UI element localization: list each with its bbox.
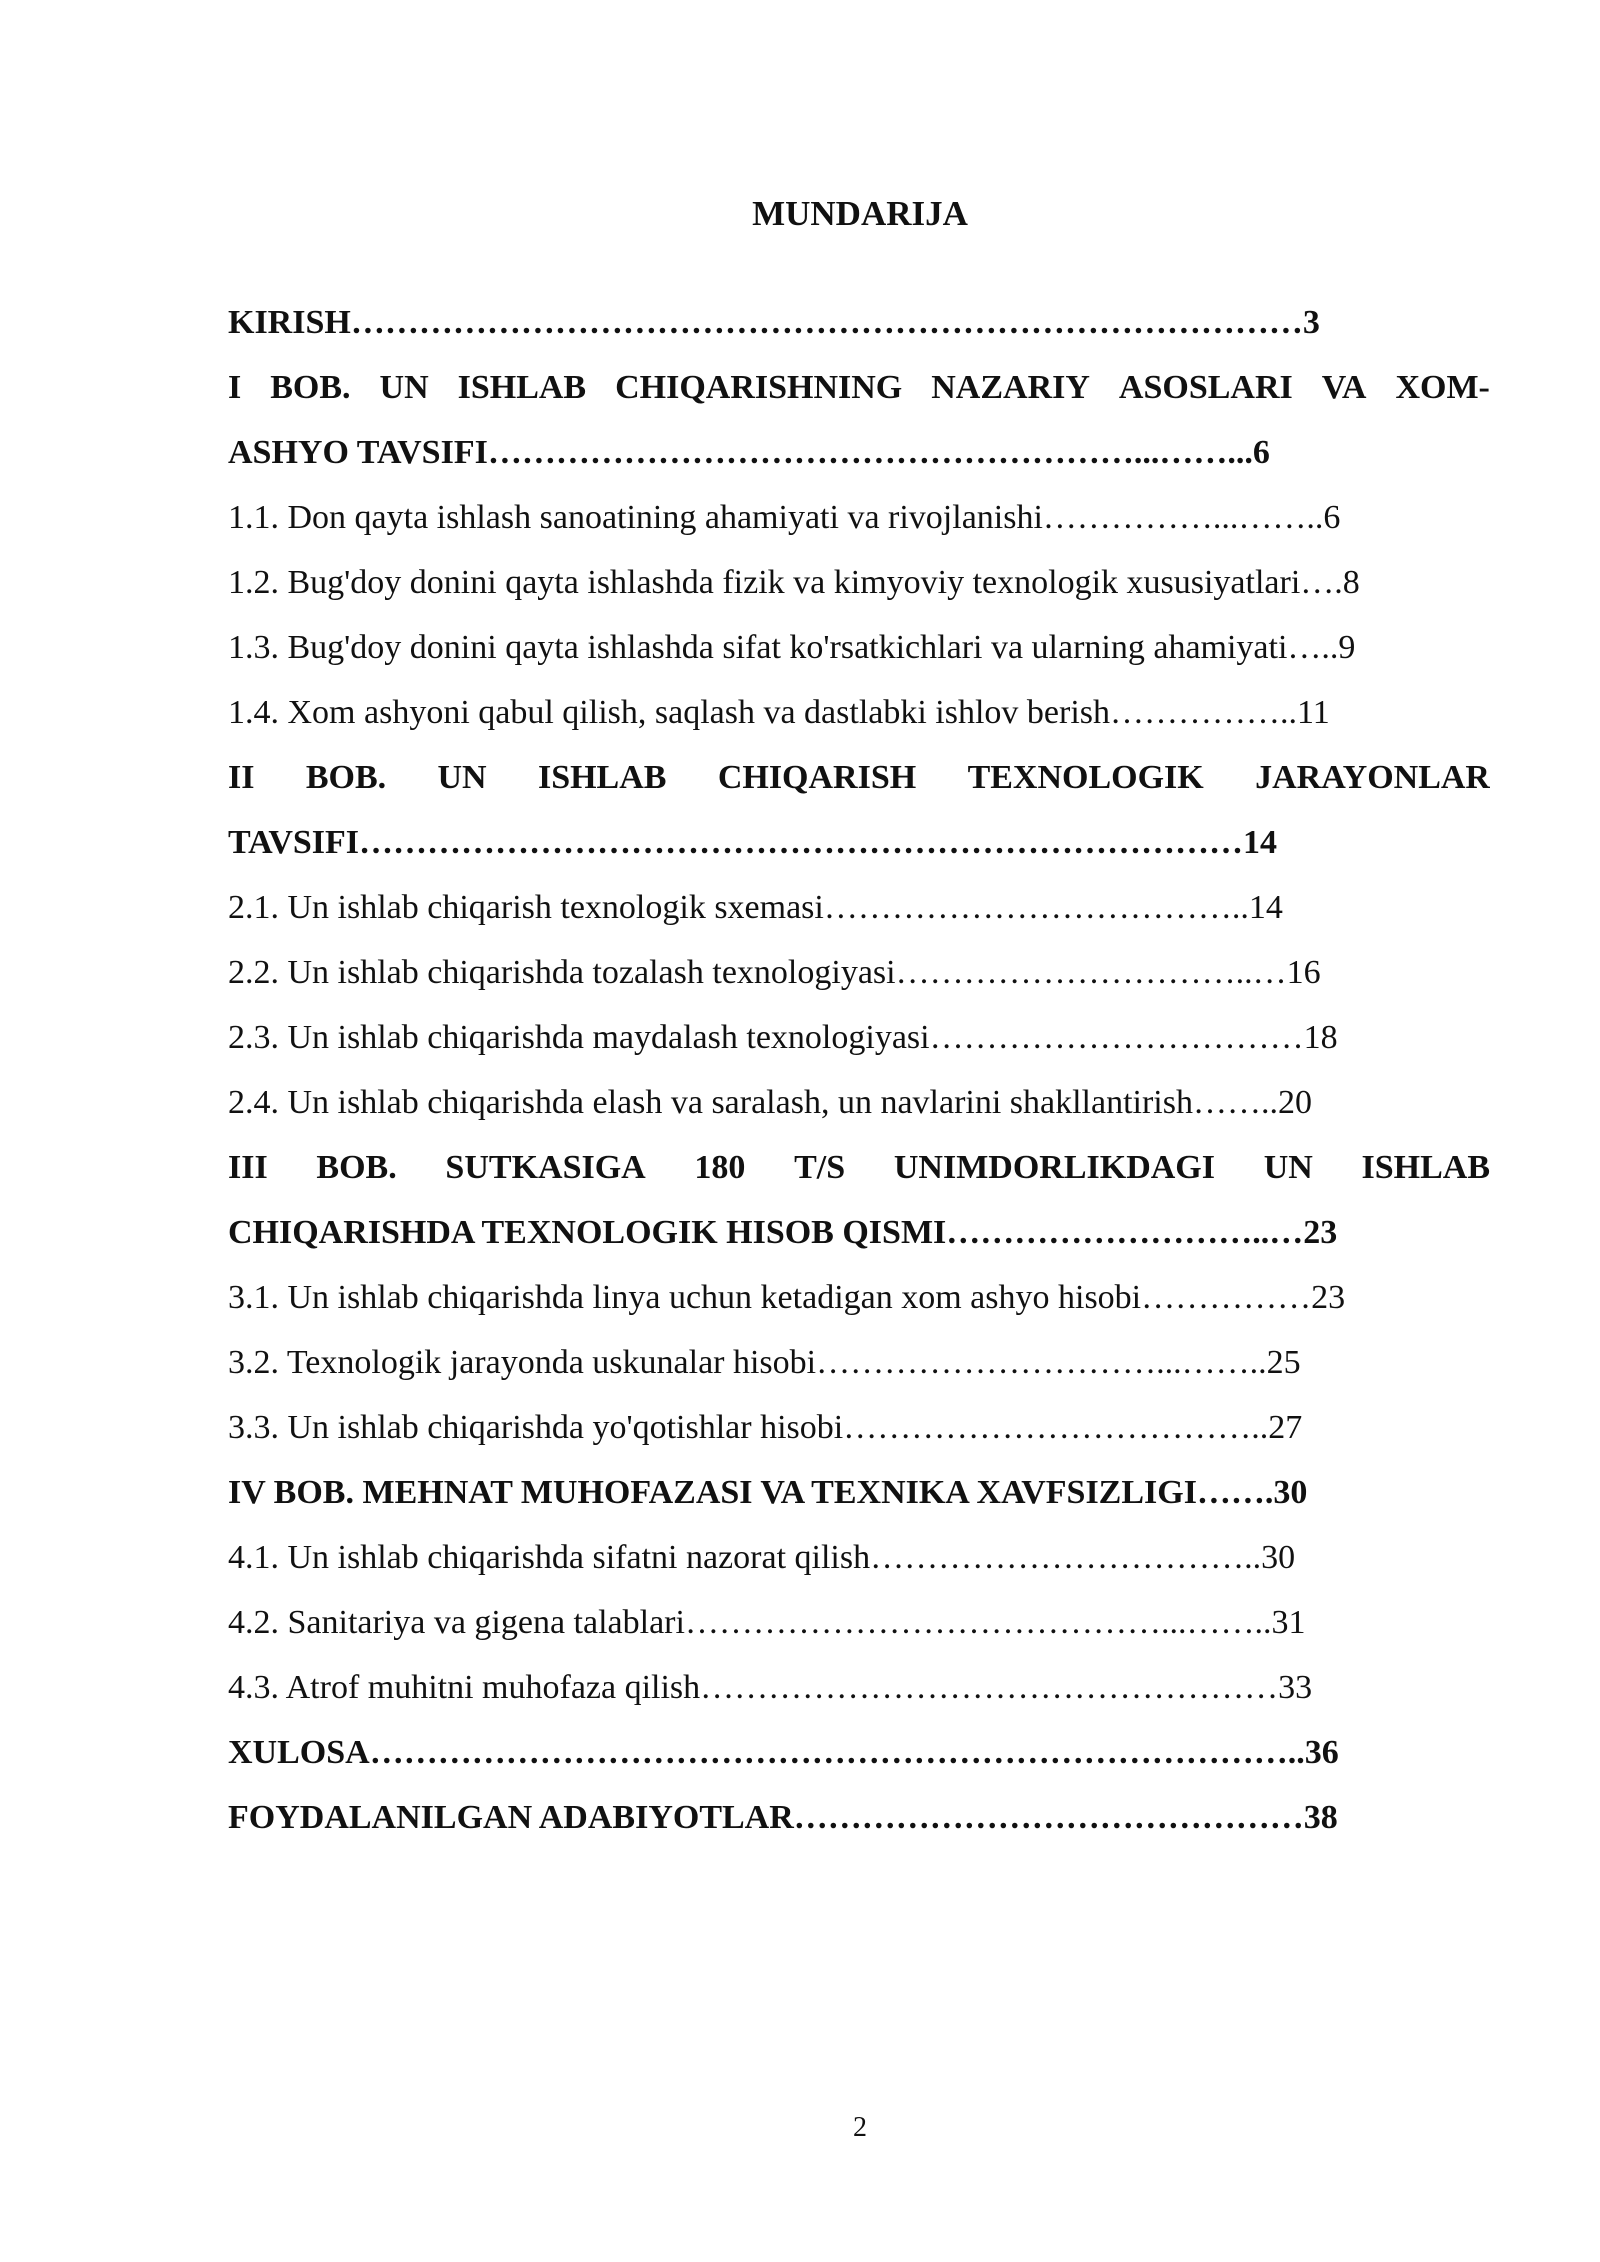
toc-entry-chapter-2-tail: TAVSIFI……………………………………………………………………14 — [228, 824, 1278, 861]
toc-word: CHIQARISHNING — [615, 369, 903, 406]
toc-entry-1-2: 1.2. Bug'doy donini qayta ishlashda fizik va kimyoviy texnologik xususiyatlari….8 — [228, 564, 1360, 601]
toc-entry-2-4: 2.4. Un ishlab chiqarishda elash va saralash, un navlarini shakllantirish……..20 — [228, 1084, 1312, 1121]
toc-entry-2-1: 2.1. Un ishlab chiqarish texnologik sxemasi………………………………..14 — [228, 889, 1283, 926]
toc-word: ISHLAB — [537, 759, 667, 796]
toc-entry-kirish: KIRISH…………………………………………………………………………3 — [228, 304, 1320, 341]
toc-entry-3-1: 3.1. Un ishlab chiqarishda linya uchun ketadigan xom ashyo hisobi……………23 — [228, 1279, 1346, 1316]
toc-word: ISHLAB — [1361, 1149, 1490, 1186]
toc-entry-1-4: 1.4. Xom ashyoni qabul qilish, saqlash va dastlabki ishlov berish……………..11 — [228, 694, 1330, 731]
toc-word: UNIMDORLIKDAGI — [893, 1149, 1215, 1186]
page-number: 2 — [853, 2112, 867, 2143]
toc-entry-chapter-1-tail: ASHYO TAVSIFI…………………………………………………...……...6 — [228, 434, 1270, 471]
toc-entry-chapter-3-heading — [228, 1135, 1490, 1200]
toc-word: I — [228, 369, 242, 406]
toc-entry-chapter-4: IV BOB. MEHNAT MUHOFAZASI VA TEXNIKA XAVFSIZLIGI…….30 — [228, 1474, 1308, 1511]
toc-word: JARAYONLAR — [1255, 759, 1490, 796]
toc-entry-1-1: 1.1. Don qayta ishlash sanoatining ahamiyati va rivojlanishi……………...……..6 — [228, 499, 1341, 536]
toc-word: 180 — [694, 1149, 746, 1186]
page-title: MUNDARIJA — [752, 194, 968, 233]
toc-entry-4-1: 4.1. Un ishlab chiqarishda sifatni nazorat qilish……………………………..30 — [228, 1539, 1296, 1576]
toc-entry-3-2: 3.2. Texnologik jarayonda uskunalar hisobi…………………………...……..25 — [228, 1344, 1301, 1381]
toc-word: II — [228, 759, 255, 796]
toc-entry-4-3: 4.3. Atrof muhitni muhofaza qilish……………………………………………33 — [228, 1669, 1313, 1706]
toc-word: VA — [1321, 369, 1367, 406]
toc-word: ASOSLARI — [1118, 369, 1293, 406]
toc-word: BOB. — [316, 1149, 397, 1186]
toc-word: BOB. — [305, 759, 387, 796]
toc-word: NAZARIY — [931, 369, 1090, 406]
toc-entry-chapter-1-heading — [228, 355, 1490, 420]
toc-entry-2-3: 2.3. Un ishlab chiqarishda maydalash texnologiyasi……………………………18 — [228, 1019, 1338, 1056]
toc-word: TEXNOLOGIK — [967, 759, 1204, 796]
toc-entry-1-3: 1.3. Bug'doy donini qayta ishlashda sifat ko'rsatkichlari va ularning ahamiyati…..9 — [228, 629, 1356, 666]
toc-entry-xulosa: XULOSA………………………………………………………………………..36 — [228, 1734, 1339, 1771]
table-of-contents — [228, 290, 1490, 1850]
toc-word: ISHLAB — [457, 369, 587, 406]
toc-word: SUTKASIGA — [445, 1149, 646, 1186]
toc-word: T/S — [794, 1149, 846, 1186]
toc-word: BOB. — [270, 369, 351, 406]
toc-word: III — [228, 1149, 268, 1186]
toc-word: XOM- — [1395, 369, 1490, 406]
toc-word: UN — [437, 759, 487, 796]
toc-entry-4-2: 4.2. Sanitariya va gigena talablari……………………………………...……..31 — [228, 1604, 1306, 1641]
toc-word: UN — [379, 369, 429, 406]
toc-entry-chapter-2-heading — [228, 745, 1490, 810]
toc-entry-references: FOYDALANILGAN ADABIYOTLAR………………………………………38 — [228, 1799, 1338, 1836]
toc-word: UN — [1263, 1149, 1313, 1186]
toc-entry-2-2: 2.2. Un ishlab chiqarishda tozalash texnologiyasi…………………………..…16 — [228, 954, 1321, 991]
toc-entry-3-3: 3.3. Un ishlab chiqarishda yo'qotishlar hisobi………………………………..27 — [228, 1409, 1303, 1446]
toc-entry-chapter-3-tail: CHIQARISHDA TEXNOLOGIK HISOB QISMI………………………..…23 — [228, 1214, 1338, 1251]
toc-word: CHIQARISH — [717, 759, 917, 796]
